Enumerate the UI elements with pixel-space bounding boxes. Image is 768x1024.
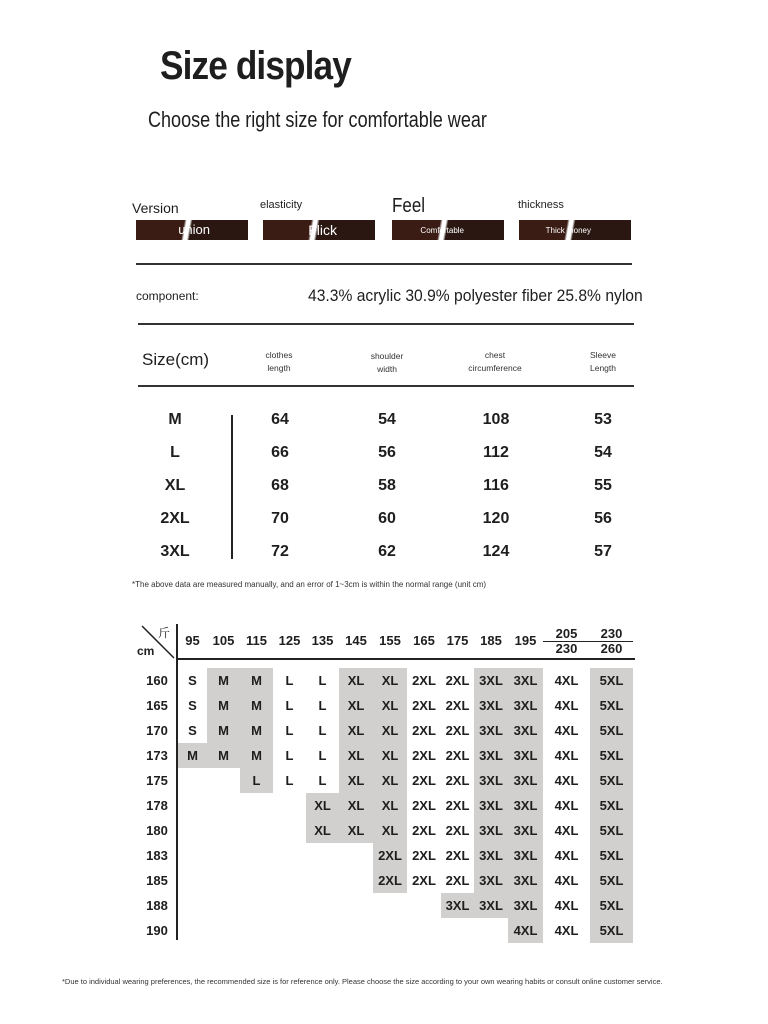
size-recommendation-cell: XL (373, 768, 407, 793)
size-recommendation-cell: 2XL (412, 773, 436, 788)
col-head-clothes-length: clothes length (265, 350, 293, 373)
size-recommendation-cell (240, 918, 273, 943)
height-label: 178 (146, 798, 168, 813)
size-label: 3XL (160, 543, 190, 560)
size-recommendation-cell: XL (339, 668, 373, 693)
size-recommendation-cell: 3XL (508, 693, 543, 718)
size-recommendation-cell (273, 893, 306, 918)
size-recommendation-cell: 3XL (474, 768, 508, 793)
size-recommendation-cell: 3XL (508, 818, 543, 843)
size-recommendation-cell (178, 843, 207, 868)
weight-header: 95 (185, 633, 200, 648)
col-head-sleeve-length: Sleeve Length (590, 350, 616, 373)
size-recommendation-cell: L (318, 748, 327, 763)
size-recommendation-cell: 4XL (508, 918, 543, 943)
size-recommendation-cell (240, 893, 273, 918)
size-recommendation-cell: S (188, 723, 197, 738)
size-recommendation-cell: 2XL (412, 873, 436, 888)
size-label: 2XL (160, 510, 190, 527)
height-label: 188 (146, 898, 168, 913)
size-recommendation-cell (178, 768, 207, 793)
size-recommendation-cell: 2XL (445, 723, 470, 738)
attr-value-version: union (178, 222, 210, 237)
attr-bar-elasticity (263, 220, 375, 240)
component-label: component: (136, 289, 199, 303)
size-recommendation-cell: 3XL (474, 718, 508, 743)
size-recommendation-cell (273, 843, 306, 868)
size-recommendation-cell: 3XL (441, 893, 474, 918)
size-recommendation-cell: 2XL (445, 748, 470, 763)
footer-note: *Due to individual wearing preferences, the recommended size is for reference only. Please choose the size according to your own wearing habits or consult online customer service. (62, 977, 663, 986)
size-recommendation-cell: L (318, 698, 327, 713)
height-label: 180 (146, 823, 168, 838)
size-recommendation-cell: 4XL (554, 923, 579, 938)
attr-label-version: Version (132, 200, 179, 216)
size-recommendation-cell: 4XL (554, 873, 579, 888)
height-label: 190 (146, 923, 168, 938)
size-value: 55 (594, 477, 612, 494)
size-recommendation-cell: 2XL (373, 868, 407, 893)
size-recommendation-cell: S (188, 673, 197, 688)
attr-value-feel: Comfortable (420, 226, 464, 235)
weight-header: 175 (446, 633, 469, 648)
size-recommendation-cell: L (285, 698, 294, 713)
size-recommendation-cell: 3XL (474, 668, 508, 693)
size-value: 57 (594, 543, 612, 560)
weight-header: 185 (480, 633, 502, 648)
size-recommendation-cell: XL (373, 743, 407, 768)
size-recommendation-cell (339, 893, 373, 918)
page-title: Size display (160, 44, 351, 88)
divider (138, 385, 634, 387)
size-recommendation-cell: 4XL (554, 673, 579, 688)
size-value: 116 (483, 477, 509, 494)
size-value: 68 (271, 477, 289, 494)
size-recommendation-cell (207, 793, 240, 818)
size-value: 58 (378, 477, 396, 494)
size-recommendation-cell: 2XL (445, 848, 470, 863)
attr-bar-thickness (519, 220, 631, 240)
size-recommendation-cell: 3XL (508, 768, 543, 793)
size-label: XL (164, 477, 186, 494)
corner-weight-label: 斤 (158, 626, 171, 640)
size-recommendation-cell: 4XL (554, 773, 579, 788)
size-recommendation-cell: 2XL (412, 823, 436, 838)
size-recommendation-cell (240, 818, 273, 843)
weight-header: 125 (278, 633, 301, 648)
size-recommendation-cell: 2XL (445, 798, 470, 813)
size-recommendation-cell: 3XL (508, 843, 543, 868)
size-recommendation-cell: XL (339, 743, 373, 768)
height-label: 160 (146, 673, 168, 688)
size-recommendation-cell: 3XL (508, 868, 543, 893)
size-recommendation-cell: 5XL (590, 768, 633, 793)
size-recommendation-cell: M (207, 668, 240, 693)
size-recommendation-cell (240, 843, 273, 868)
size-recommendation-cell (407, 918, 441, 943)
size-recommendation-cell (273, 818, 306, 843)
size-value: 112 (483, 444, 509, 461)
size-recommendation-cell: M (240, 743, 273, 768)
weight-header: 205 230 (543, 627, 590, 656)
size-recommendation-cell: 3XL (508, 718, 543, 743)
attr-label-feel: Feel (392, 195, 426, 217)
size-recommendation-cell (474, 918, 508, 943)
size-recommendation-cell: XL (373, 818, 407, 843)
size-recommendation-cell: 5XL (590, 718, 633, 743)
size-recommendation-cell: 3XL (474, 793, 508, 818)
weight-header: 155 (379, 633, 401, 648)
size-value: 64 (271, 411, 289, 428)
size-recommendation-cell: XL (339, 718, 373, 743)
size-recommendation-cell: XL (339, 818, 373, 843)
divider (138, 323, 634, 325)
size-recommendation-cell: 4XL (554, 748, 579, 763)
size-recommendation-cell: 3XL (508, 893, 543, 918)
size-recommendation-cell: 4XL (554, 798, 579, 813)
size-recommendation-cell: L (318, 673, 327, 688)
size-recommendation-cell: L (318, 723, 327, 738)
size-recommendation-cell (306, 893, 339, 918)
size-recommendation-cell: 5XL (590, 668, 633, 693)
size-recommendation-cell: L (240, 768, 273, 793)
size-recommendation-cell (273, 918, 306, 943)
size-recommendation-cell: L (285, 773, 294, 788)
size-recommendation-cell: 2XL (412, 723, 436, 738)
size-recommendation-cell: 5XL (590, 693, 633, 718)
size-value: 56 (378, 444, 396, 461)
size-table-header: Size(cm) (142, 350, 210, 369)
size-recommendation-cell (207, 768, 240, 793)
size-value: 54 (594, 444, 612, 461)
size-recommendation-cell: 2XL (445, 698, 470, 713)
size-recommendation-cell: M (240, 668, 273, 693)
weight-header: 115 (246, 633, 267, 648)
size-recommendation-cell: S (188, 698, 197, 713)
size-recommendation-cell: 5XL (590, 868, 633, 893)
size-recommendation-cell (306, 843, 339, 868)
size-recommendation-cell: L (285, 723, 294, 738)
size-recommendation-cell: XL (339, 793, 373, 818)
attr-bar-feel (392, 220, 504, 240)
size-recommendation-cell (373, 893, 407, 918)
size-value: 70 (271, 510, 289, 527)
size-recommendation-cell: M (178, 743, 207, 768)
size-recommendation-cell: 2XL (445, 873, 470, 888)
size-recommendation-cell: 3XL (508, 793, 543, 818)
attr-label-thickness: thickness (518, 199, 564, 211)
size-recommendation-cell: XL (306, 793, 339, 818)
component-value: 43.3% acrylic 30.9% polyester fiber 25.8% nylon (308, 286, 643, 305)
size-label: L (170, 444, 180, 461)
size-recommendation-cell: 4XL (554, 698, 579, 713)
size-recommendation-cell: 5XL (590, 893, 633, 918)
size-recommendation-cell (339, 918, 373, 943)
weight-header: 105 (212, 633, 235, 648)
size-recommendation-cell: 3XL (474, 893, 508, 918)
size-recommendation-cell: M (240, 718, 273, 743)
weight-header: 230 260 (590, 627, 633, 656)
size-recommendation-cell (240, 868, 273, 893)
size-recommendation-cell: 4XL (554, 723, 579, 738)
attr-value-thickness: Thick money (545, 226, 591, 235)
attr-bar-version (136, 220, 248, 240)
size-recommendation-cell: 3XL (508, 668, 543, 693)
size-recommendation-cell (178, 793, 207, 818)
size-value: 54 (378, 411, 396, 428)
size-recommendation-cell: 2XL (412, 673, 436, 688)
size-recommendation-cell: 4XL (554, 898, 579, 913)
size-recommendation-cell: 3XL (474, 693, 508, 718)
size-recommendation-cell (207, 918, 240, 943)
height-label: 183 (146, 848, 168, 863)
size-recommendation-cell (306, 868, 339, 893)
size-recommendation-cell: 5XL (590, 793, 633, 818)
size-recommendation-cell: M (240, 693, 273, 718)
height-label: 173 (146, 748, 168, 763)
size-recommendation-cell: 4XL (554, 823, 579, 838)
size-value: 56 (594, 510, 612, 527)
size-recommendation-cell (339, 868, 373, 893)
size-value: 60 (378, 510, 396, 527)
weight-header: 135 (311, 633, 334, 648)
col-head-shoulder-width: shoulder width (370, 351, 404, 374)
size-recommendation-cell (339, 843, 373, 868)
weight-row-divider (176, 658, 635, 660)
size-value: 72 (271, 543, 289, 560)
size-recommendation-cell (273, 793, 306, 818)
size-recommendation-cell (207, 818, 240, 843)
size-recommendation-cell: XL (306, 818, 339, 843)
size-recommendation-cell: 3XL (474, 743, 508, 768)
size-value: 120 (482, 510, 510, 527)
height-label: 165 (146, 698, 168, 713)
size-recommendation-cell: 2XL (412, 848, 436, 863)
size-recommendation-cell (240, 793, 273, 818)
height-label: 175 (146, 773, 168, 788)
size-recommendation-cell: 5XL (590, 743, 633, 768)
weight-header: 145 (345, 633, 367, 648)
size-recommendation-cell: 2XL (412, 698, 436, 713)
size-recommendation-cell: XL (339, 768, 373, 793)
page-subtitle: Choose the right size for comfortable wear (148, 107, 487, 132)
size-recommendation-cell (207, 893, 240, 918)
size-recommendation-cell (207, 868, 240, 893)
corner-height-label: cm (137, 644, 155, 658)
size-value: 62 (378, 543, 396, 560)
height-label: 185 (146, 873, 168, 888)
size-value: 108 (482, 411, 510, 428)
size-recommendation-cell (207, 843, 240, 868)
size-recommendation-cell (178, 918, 207, 943)
weight-header: 195 (514, 633, 537, 648)
size-recommendation-cell: 2XL (412, 798, 436, 813)
size-recommendation-cell: 2XL (373, 843, 407, 868)
size-recommendation-cell: 2XL (412, 748, 436, 763)
size-recommendation-cell (178, 818, 207, 843)
size-recommendation-cell: 3XL (474, 843, 508, 868)
size-recommendation-cell (273, 868, 306, 893)
size-recommendation-cell: XL (373, 668, 407, 693)
attr-label-elasticity: elasticity (260, 199, 303, 211)
size-recommendation-cell: M (207, 743, 240, 768)
size-recommendation-cell: M (207, 718, 240, 743)
size-note: *The above data are measured manually, and an error of 1~3cm is within the normal range (unit cm) (132, 580, 487, 589)
size-value: 53 (594, 411, 612, 428)
size-recommendation-cell: 3XL (508, 743, 543, 768)
size-label: M (168, 411, 182, 428)
size-recommendation-cell (407, 893, 441, 918)
size-recommendation-cell: 2XL (445, 773, 470, 788)
corner-diagonal (140, 624, 176, 660)
size-recommendation-cell: XL (339, 693, 373, 718)
size-recommendation-cell (441, 918, 474, 943)
size-column-divider (231, 415, 233, 559)
size-value: 66 (271, 444, 289, 461)
weight-header: 165 (413, 633, 435, 648)
size-recommendation-cell (306, 918, 339, 943)
size-recommendation-cell: XL (373, 693, 407, 718)
size-recommendation-cell: 5XL (590, 818, 633, 843)
col-head-chest: chest circumference (468, 350, 522, 373)
size-recommendation-cell: 3XL (474, 868, 508, 893)
size-recommendation-cell: XL (373, 718, 407, 743)
size-value: 124 (482, 543, 510, 560)
divider (136, 263, 632, 265)
size-recommendation-cell: L (318, 773, 327, 788)
size-recommendation-cell: M (207, 693, 240, 718)
size-recommendation-cell: 5XL (590, 918, 633, 943)
size-recommendation-cell (373, 918, 407, 943)
size-recommendation-cell: L (285, 673, 294, 688)
attr-value-elasticity: Flick (308, 222, 337, 238)
size-recommendation-cell (178, 868, 207, 893)
size-recommendation-cell: 2XL (445, 823, 470, 838)
size-recommendation-cell: 3XL (474, 818, 508, 843)
size-recommendation-cell: L (285, 748, 294, 763)
size-recommendation-cell: 2XL (445, 673, 470, 688)
size-recommendation-cell: 5XL (590, 843, 633, 868)
size-recommendation-cell: XL (373, 793, 407, 818)
height-label: 170 (146, 723, 168, 738)
size-recommendation-cell (178, 893, 207, 918)
size-recommendation-cell: 4XL (554, 848, 579, 863)
